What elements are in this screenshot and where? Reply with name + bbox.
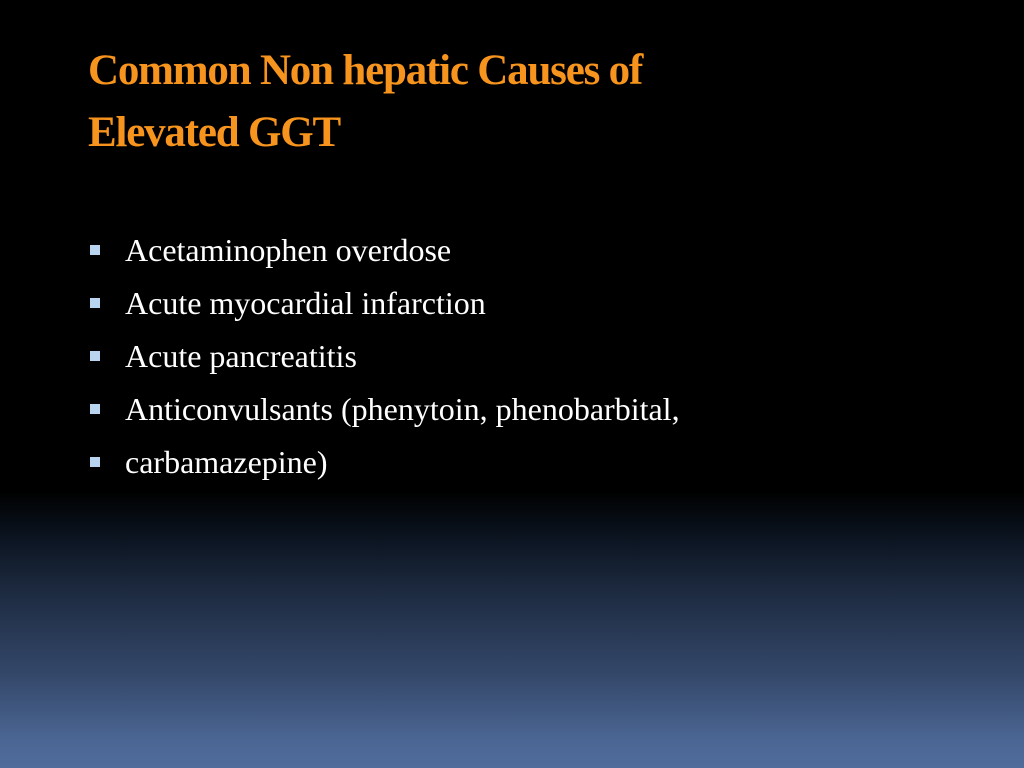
bullet-text: Acetaminophen overdose (125, 232, 452, 268)
bullet-item (86, 330, 680, 383)
slide-title (88, 40, 968, 164)
bullet-item (86, 224, 680, 277)
slide-title-line-1: Common Non hepatic Causes of (88, 47, 643, 94)
square-bullet-icon (90, 351, 100, 361)
bullet-text: Anticonvulsants (phenytoin, phenobarbital, (125, 391, 680, 427)
square-bullet-icon (90, 404, 100, 414)
square-bullet-icon (90, 245, 100, 255)
bullet-text: Acute myocardial infarction (125, 285, 486, 321)
bullet-text: carbamazepine) (125, 444, 328, 480)
slide-title-line-2: Elevated GGT (88, 109, 340, 156)
square-bullet-icon (90, 457, 100, 467)
bullet-list (86, 224, 680, 489)
bullet-item (86, 383, 680, 436)
bullet-item (86, 277, 680, 330)
bullet-item (86, 436, 680, 489)
bullet-text: Acute pancreatitis (125, 338, 357, 374)
square-bullet-icon (90, 298, 100, 308)
